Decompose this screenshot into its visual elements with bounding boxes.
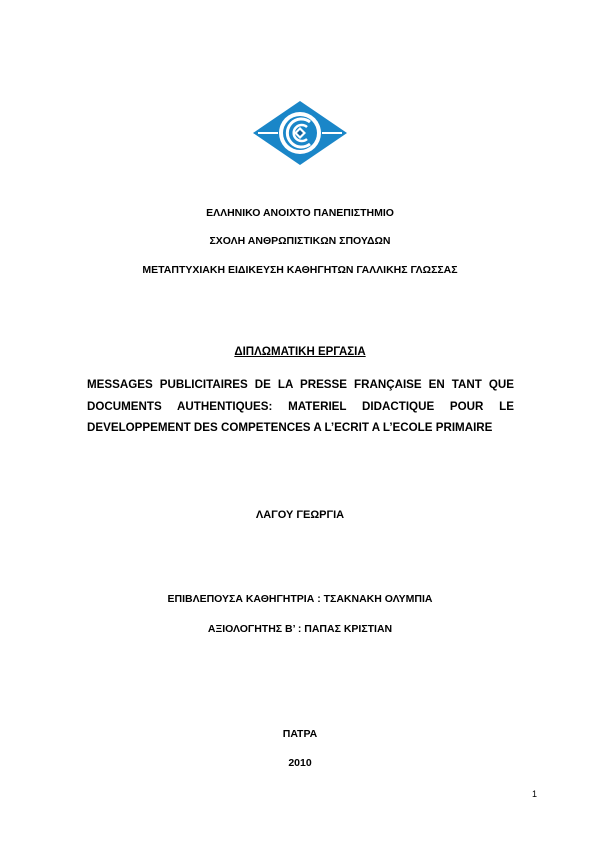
page-number: 1 — [532, 789, 538, 799]
examiner-line: ΑΞΙΟΛΟΓΗΤΗΣ Β’ : ΠΑΠΑΣ ΚΡΙΣΤΙΑΝ — [207, 623, 393, 635]
school-name: ΣΧΟΛΗ ΑΝΘΡΩΠΙΣΤΙΚΩΝ ΣΠΟΥΔΩΝ — [209, 235, 391, 247]
thesis-label: ΔΙΠΛΩΜΑΤΙΚΗ ΕΡΓΑΣΙΑ — [234, 346, 366, 358]
university-name: ΕΛΛΗΝΙΚΟ ΑΝΟΙΧΤΟ ΠΑΝΕΠΙΣΤΗΜΙΟ — [206, 207, 394, 219]
program-name: ΜΕΤΑΠΤΥΧΙΑΚΗ ΕΙΔΙΚΕΥΣΗ ΚΑΘΗΓΗΤΩΝ ΓΑΛΛΙΚΗΣ ΓΛΩΣΣΑΣ — [142, 264, 458, 276]
thesis-title: MESSAGES PUBLICITAIRES DE LA PRESSE FRANÇAISE EN TANT QUE DOCUMENTS AUTHENTIQUES: MATERIEL DIDACTIQUE POUR LE DEVELOPPEMENT DES COMPETENCES A L’ECRIT A L’ECOLE PRIMAIRE — [87, 378, 514, 434]
supervisor-line: ΕΠΙΒΛΕΠΟΥΣΑ ΚΑΘΗΓΗΤΡΙΑ : ΤΣΑΚΝΑΚΗ ΟΛΥΜΠΙΑ — [167, 593, 433, 605]
author-name: ΛΑΓΟΥ ΓΕΩΡΓΙΑ — [255, 509, 345, 521]
year: 2010 — [288, 757, 312, 769]
city: ΠΑΤΡΑ — [282, 728, 318, 740]
university-logo-icon — [252, 100, 348, 166]
